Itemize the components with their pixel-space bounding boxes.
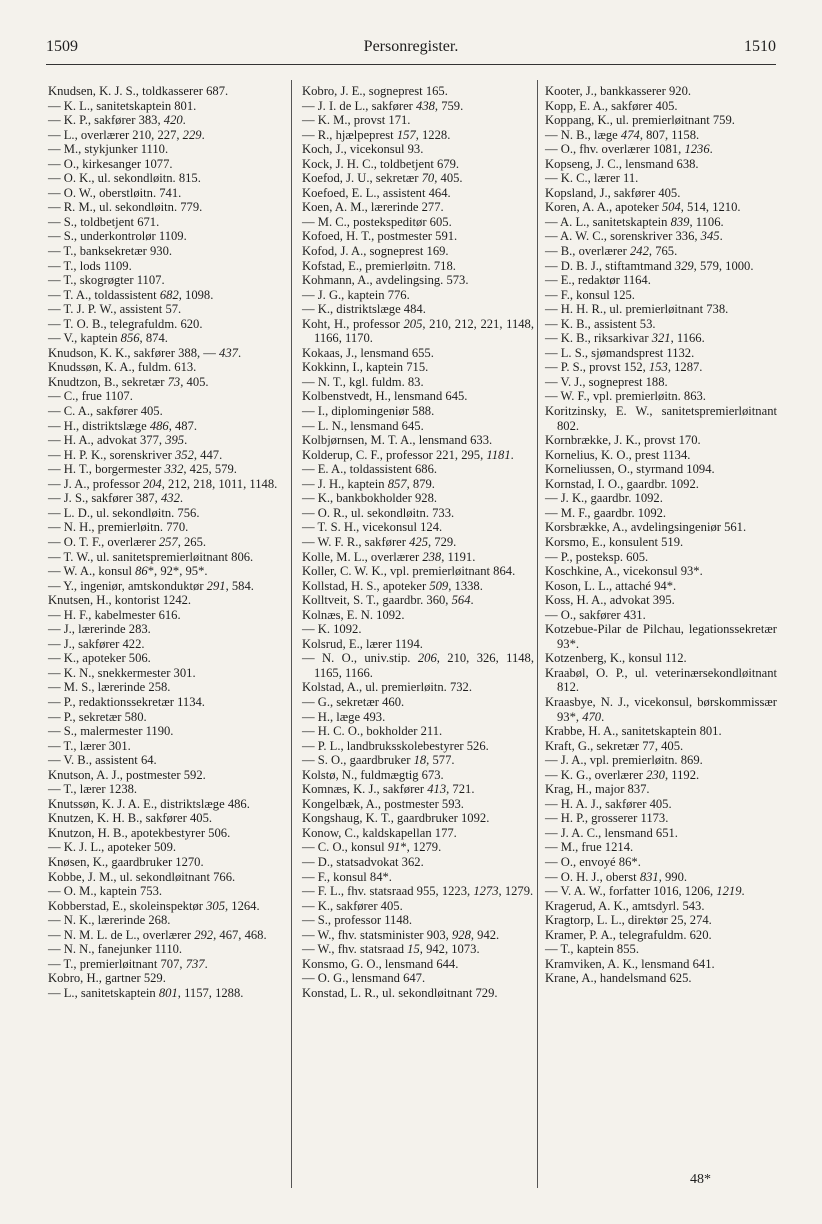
index-entry: Kolsrud, E., lærer 1194. bbox=[302, 636, 423, 651]
index-entry: — O., sakfører 431. bbox=[545, 607, 646, 622]
index-entry: — H., læge 493. bbox=[302, 709, 386, 724]
index-entry: — D. B. J., stiftamtmand 329, 579, 1000. bbox=[545, 258, 754, 273]
index-entry: — T., lærer 301. bbox=[48, 738, 131, 753]
index-entry: Kraabøl, O. P., ul. veterinærsekondløitnant 812. bbox=[545, 665, 777, 695]
index-entry: — Y., ingeniør, amtskonduktør 291, 584. bbox=[48, 578, 254, 593]
index-entry: — N. N., fanejunker 1110. bbox=[48, 942, 183, 957]
index-entry: — M., frue 1214. bbox=[545, 840, 634, 855]
index-entry: Kolbjørnsen, M. T. A., lensmand 633. bbox=[302, 433, 493, 448]
index-entry: — H. T., borgermester 332, 425, 579. bbox=[48, 462, 237, 477]
index-entry: — E. A., toldassistent 686. bbox=[302, 462, 438, 477]
index-entry: Knudsen, K. J. S., toldkasserer 687. bbox=[48, 84, 229, 98]
index-entry: — J. H., kaptein 857, 879. bbox=[302, 476, 435, 491]
index-entry: — L. N., lensmand 645. bbox=[302, 418, 424, 433]
index-entry: — O. R., ul. sekondløitn. 733. bbox=[302, 505, 455, 520]
index-entry: — O., envoyé 86*. bbox=[545, 854, 641, 869]
index-column-2 bbox=[302, 84, 534, 1000]
index-entry: — V. J., sogneprest 188. bbox=[545, 374, 668, 389]
index-entry: — L., sanitetskaptein 801, 1157, 1288. bbox=[48, 985, 244, 1000]
index-entry: Kornbrække, J. K., provst 170. bbox=[545, 433, 701, 448]
index-entry: Konstad, L. R., ul. sekondløitnant 729. bbox=[302, 985, 498, 1000]
index-entry: — V., kaptein 856, 874. bbox=[48, 331, 168, 346]
index-entry: — K., apoteker 506. bbox=[48, 651, 151, 666]
index-entry: — N. M. L. de L., overlærer 292, 467, 468. bbox=[48, 927, 267, 942]
index-entry: — N. B., læge 474, 807, 1158. bbox=[545, 127, 700, 142]
index-entry: Kofod, J. A., sogneprest 169. bbox=[302, 244, 449, 259]
index-entry: — T. A., toldassistent 682, 1098. bbox=[48, 287, 214, 302]
index-entry: Koritzinsky, E. W., sanitetspremierløitnant 802. bbox=[545, 404, 777, 433]
index-entry: — T. O. B., telegrafuldm. 620. bbox=[48, 316, 203, 331]
index-entry: — D., statsadvokat 362. bbox=[302, 854, 424, 869]
index-entry: — J., lærerinde 283. bbox=[48, 622, 151, 637]
index-entry: — K. P., sakfører 383, 420. bbox=[48, 113, 186, 128]
page-title: Personregister. bbox=[363, 38, 459, 55]
index-entry: — I., diplomingeniør 588. bbox=[302, 404, 435, 419]
index-entry: — N. H., premierløitn. 770. bbox=[48, 520, 189, 535]
index-entry: — P., sekretær 580. bbox=[48, 709, 147, 724]
index-entry: Kobbe, J. M., ul. sekondløitnant 766. bbox=[48, 869, 236, 884]
index-entry: Koller, C. W. K., vpl. premierløitnant 864. bbox=[302, 564, 516, 579]
index-entry: — N. K., lærerinde 268. bbox=[48, 913, 171, 928]
index-entry: Kolstad, A., ul. premierløitn. 732. bbox=[302, 680, 472, 695]
index-entry: Kolle, M. L., overlærer 238, 1191. bbox=[302, 549, 476, 564]
index-entry: Knutson, A. J., postmester 592. bbox=[48, 767, 206, 782]
index-entry: Koefoed, E. L., assistent 464. bbox=[302, 185, 451, 200]
index-entry: — O. K., ul. sekondløitn. 815. bbox=[48, 171, 201, 186]
index-entry: Kongshaug, K. T., gaardbruker 1092. bbox=[302, 811, 490, 826]
index-entry: — H. P. K., sorenskriver 352, 447. bbox=[48, 447, 223, 462]
index-entry: — K., bankbokholder 928. bbox=[302, 491, 438, 506]
index-entry: — M., stykjunker 1110. bbox=[48, 142, 169, 157]
index-entry: — J. K., gaardbr. 1092. bbox=[545, 491, 663, 506]
index-entry: Krane, A., handelsmand 625. bbox=[545, 971, 692, 986]
index-entry: — T. S. H., vicekonsul 124. bbox=[302, 520, 443, 535]
index-entry: Kraft, G., sekretær 77, 405. bbox=[545, 738, 684, 753]
index-entry: — G., sekretær 460. bbox=[302, 694, 405, 709]
index-entry: — C. O., konsul 91*, 1279. bbox=[302, 840, 442, 855]
index-entry: — H. H. R., ul. premierløitnant 738. bbox=[545, 302, 729, 317]
header-rule bbox=[46, 64, 776, 65]
index-entry: — N. O., univ.stip. 206, 210, 326, 1148, 1165, 1166. bbox=[302, 651, 534, 680]
index-entry: — T., banksekretær 930. bbox=[48, 244, 173, 259]
index-entry: — P. S., provst 152, 153, 1287. bbox=[545, 360, 703, 375]
index-entry: — J. G., kaptein 776. bbox=[302, 287, 410, 302]
index-entry: Korneliussen, O., styrmand 1094. bbox=[545, 462, 715, 477]
index-entry: Kolstø, N., fuldmægtig 673. bbox=[302, 767, 444, 782]
index-entry: — K. M., provst 171. bbox=[302, 113, 411, 128]
index-entry: Kongelbæk, A., postmester 593. bbox=[302, 796, 464, 811]
index-entry: — M. S., lærerinde 258. bbox=[48, 680, 171, 695]
index-entry: — R., hjælpeprest 157, 1228. bbox=[302, 127, 451, 142]
index-entry: Kobro, H., gartner 529. bbox=[48, 971, 166, 986]
index-entry: — S., toldbetjent 671. bbox=[48, 214, 160, 229]
index-entry: — C. A., sakfører 405. bbox=[48, 404, 163, 419]
index-entry: — J. A., vpl. premierløitn. 869. bbox=[545, 753, 703, 768]
index-entry: — O. H. J., oberst 831, 990. bbox=[545, 869, 688, 884]
index-entry: Krabbe, H. A., sanitetskaptein 801. bbox=[545, 724, 722, 739]
index-entry: Kopsland, J., sakfører 405. bbox=[545, 185, 681, 200]
index-entry: Kolderup, C. F., professor 221, 295, 1181. bbox=[302, 447, 514, 462]
column-divider bbox=[537, 80, 538, 1188]
index-entry: — H. F., kabelmester 616. bbox=[48, 607, 181, 622]
index-entry: — H. P., grosserer 1173. bbox=[545, 811, 669, 826]
index-entry: — H. C. O., bokholder 211. bbox=[302, 724, 443, 739]
index-entry: — S., malermester 1190. bbox=[48, 724, 174, 739]
index-entry: Knutsen, H., kontorist 1242. bbox=[48, 593, 192, 608]
index-entry: — N. T., kgl. fuldm. 83. bbox=[302, 374, 424, 389]
index-entry: — A. W. C., sorenskriver 336, 345. bbox=[545, 229, 723, 244]
index-entry: Koson, L. L., attaché 94*. bbox=[545, 578, 677, 593]
index-entry: — O., kirkesanger 1077. bbox=[48, 156, 173, 171]
index-entry: Kornelius, K. O., prest 1134. bbox=[545, 447, 691, 462]
index-entry: Kramviken, A. K., lensmand 641. bbox=[545, 956, 715, 971]
index-entry: Knutzen, K. H. B., sakfører 405. bbox=[48, 811, 213, 826]
index-entry: — H. A. J., sakfører 405. bbox=[545, 796, 672, 811]
index-entry: — V. A. W., forfatter 1016, 1206, 1219. bbox=[545, 884, 745, 899]
index-entry: Kolnæs, E. N. 1092. bbox=[302, 607, 405, 622]
index-entry: Krag, H., major 837. bbox=[545, 782, 650, 797]
index-entry: — B., overlærer 242, 765. bbox=[545, 244, 678, 259]
index-entry: — J. A., professor 204, 212, 218, 1011, 1148. bbox=[48, 476, 278, 491]
index-entry: Kolbenstvedt, H., lensmand 645. bbox=[302, 389, 468, 404]
index-entry: — W., fhv. statsraad 15, 942, 1073. bbox=[302, 942, 480, 957]
index-entry: — K., sakfører 405. bbox=[302, 898, 403, 913]
index-entry: — M. C., postekspeditør 605. bbox=[302, 214, 452, 229]
index-entry: — K. G., overlærer 230, 1192. bbox=[545, 767, 700, 782]
index-entry: Korsbrække, A., avdelingsingeniør 561. bbox=[545, 520, 747, 535]
index-entry: Kofstad, E., premierløitn. 718. bbox=[302, 258, 456, 273]
index-entry: — O. W., oberstløitn. 741. bbox=[48, 185, 182, 200]
index-entry: — M. F., gaardbr. 1092. bbox=[545, 505, 667, 520]
index-entry: — P. L., landbruksskolebestyrer 526. bbox=[302, 738, 489, 753]
index-entry: Kornstad, I. O., gaardbr. 1092. bbox=[545, 476, 699, 491]
index-entry: Koren, A. A., apoteker 504, 514, 1210. bbox=[545, 200, 741, 215]
index-entry: Koch, J., vicekonsul 93. bbox=[302, 142, 424, 157]
index-entry: — F. L., fhv. statsraad 955, 1223, 1273, 1279. bbox=[302, 884, 534, 899]
index-entry: — K., distriktslæge 484. bbox=[302, 302, 426, 317]
index-entry: — F., konsul 84*. bbox=[302, 869, 392, 884]
index-entry: — J. I. de L., sakfører 438, 759. bbox=[302, 98, 464, 113]
index-entry: Koschkine, A., vicekonsul 93*. bbox=[545, 564, 703, 579]
index-entry: Koen, A. M., lærerinde 277. bbox=[302, 200, 444, 215]
index-entry: Kooter, J., bankkasserer 920. bbox=[545, 84, 692, 98]
index-entry: Knudson, K. K., sakfører 388, — 437. bbox=[48, 345, 242, 360]
index-entry: Kopseng, J. C., lensmand 638. bbox=[545, 156, 699, 171]
right-page-number: 1510 bbox=[744, 38, 776, 55]
index-entry: — H., distriktslæge 486, 487. bbox=[48, 418, 198, 433]
left-page-number: 1509 bbox=[46, 38, 78, 55]
index-entry: Knutzon, H. B., apotekbestyrer 506. bbox=[48, 825, 231, 840]
index-entry: — F., konsul 125. bbox=[545, 287, 635, 302]
index-entry: — S., professor 1148. bbox=[302, 913, 413, 928]
index-entry: — O. G., lensmand 647. bbox=[302, 971, 426, 986]
index-entry: — L. D., ul. sekondløitn. 756. bbox=[48, 505, 200, 520]
index-entry: — H. A., advokat 377, 395. bbox=[48, 433, 188, 448]
index-entry: Kolltveit, S. T., gaardbr. 360, 564. bbox=[302, 593, 474, 608]
index-entry: — J. S., sakfører 387, 432. bbox=[48, 491, 184, 506]
index-entry: — O., fhv. overlærer 1081, 1236. bbox=[545, 142, 713, 157]
index-entry: Kokaas, J., lensmand 655. bbox=[302, 345, 434, 360]
index-column-3 bbox=[545, 84, 777, 986]
index-entry: Knøsen, K., gaardbruker 1270. bbox=[48, 854, 204, 869]
index-entry: Kopp, E. A., sakfører 405. bbox=[545, 98, 678, 113]
page-header bbox=[46, 38, 776, 64]
index-entry: — W. A., konsul 86*, 92*, 95*. bbox=[48, 564, 208, 579]
index-entry: — C., frue 1107. bbox=[48, 389, 133, 404]
index-entry: Kokkinn, I., kaptein 715. bbox=[302, 360, 429, 375]
index-entry: — T., premierløitnant 707, 737. bbox=[48, 956, 208, 971]
index-entry: Kotzenberg, K., konsul 112. bbox=[545, 651, 687, 666]
index-entry: Koppang, K., ul. premierløitnant 759. bbox=[545, 113, 735, 128]
index-entry: — T., lærer 1238. bbox=[48, 782, 138, 797]
index-entry: Kragerud, A. K., amtsdyrl. 543. bbox=[545, 898, 705, 913]
index-entry: — K. B., assistent 53. bbox=[545, 316, 656, 331]
index-entry: — L., overlærer 210, 227, 229. bbox=[48, 127, 205, 142]
index-entry: — T., lods 1109. bbox=[48, 258, 132, 273]
index-column-1 bbox=[48, 84, 280, 1000]
index-entry: Knutssøn, K. J. A. E., distriktslæge 486. bbox=[48, 796, 250, 811]
index-entry: Knudssøn, K. A., fuldm. 613. bbox=[48, 360, 197, 375]
index-entry: — P., redaktionssekretær 1134. bbox=[48, 694, 205, 709]
index-entry: — R. M., ul. sekondløitn. 779. bbox=[48, 200, 203, 215]
index-entry: Komnæs, K. J., sakfører 413, 721. bbox=[302, 782, 475, 797]
index-entry: — K. B., riksarkivar 321, 1166. bbox=[545, 331, 705, 346]
index-entry: Knudtzon, B., sekretær 73, 405. bbox=[48, 374, 209, 389]
index-entry: Kock, J. H. C., toldbetjent 679. bbox=[302, 156, 460, 171]
index-entry: — K. N., snekkermester 301. bbox=[48, 665, 196, 680]
index-entry: Kobberstad, E., skoleinspektør 305, 1264. bbox=[48, 898, 260, 913]
index-entry: — A. L., sanitetskaptein 839, 1106. bbox=[545, 214, 724, 229]
index-entry: Kobro, J. E., sogneprest 165. bbox=[302, 84, 448, 98]
index-entry: — J. A. C., lensmand 651. bbox=[545, 825, 678, 840]
index-entry: Koss, H. A., advokat 395. bbox=[545, 593, 675, 608]
index-entry: — K. C., lærer 11. bbox=[545, 171, 639, 186]
index-entry: — K. J. L., apoteker 509. bbox=[48, 840, 177, 855]
index-entry: Kohmann, A., avdelingsing. 573. bbox=[302, 273, 469, 288]
index-entry: — K. 1092. bbox=[302, 622, 362, 637]
index-entry: Kramer, P. A., telegrafuldm. 620. bbox=[545, 927, 712, 942]
index-entry: Kotzebue-Pilar de Pilchau, legationssekretær 93*. bbox=[545, 622, 777, 651]
index-entry: — S. O., gaardbruker 18, 577. bbox=[302, 753, 455, 768]
index-entry: — K. L., sanitetskaptein 801. bbox=[48, 98, 197, 113]
index-entry: — L. S., sjømandsprest 1132. bbox=[545, 345, 695, 360]
index-entry: — O. T. F., overlærer 257, 265. bbox=[48, 534, 207, 549]
signature-mark: 48* bbox=[690, 1172, 711, 1187]
index-entry: — E., redaktør 1164. bbox=[545, 273, 651, 288]
index-entry: — T. J. P. W., assistent 57. bbox=[48, 302, 182, 317]
index-entry: Kraasbye, N. J., vicekonsul, børskommissær 93*, 470. bbox=[545, 694, 777, 724]
index-entry: — V. B., assistent 64. bbox=[48, 753, 157, 768]
index-entry: — O. M., kaptein 753. bbox=[48, 884, 163, 899]
index-entry: — W., fhv. statsminister 903, 928, 942. bbox=[302, 927, 500, 942]
index-entry: Konsmo, G. O., lensmand 644. bbox=[302, 956, 459, 971]
index-entry: — T., skogrøgter 1107. bbox=[48, 273, 165, 288]
index-entry: — J., sakfører 422. bbox=[48, 636, 145, 651]
index-entry: Kofoed, H. T., postmester 591. bbox=[302, 229, 458, 244]
index-entry: Koefod, J. U., sekretær 70, 405. bbox=[302, 171, 463, 186]
index-entry: Kollstad, H. S., apoteker 509, 1338. bbox=[302, 578, 483, 593]
index-entry: — T., kaptein 855. bbox=[545, 942, 639, 957]
index-entry: Koht, H., professor 205, 210, 212, 221, 1148, 1166, 1170. bbox=[302, 316, 534, 346]
index-entry: — W. F., vpl. premierløitn. 863. bbox=[545, 389, 706, 404]
index-entry: — T. W., ul. sanitetspremierløitnant 806. bbox=[48, 549, 254, 564]
index-entry: Korsmo, E., konsulent 519. bbox=[545, 534, 684, 549]
column-divider bbox=[291, 80, 292, 1188]
index-entry: — W. F. R., sakfører 425, 729. bbox=[302, 534, 457, 549]
index-entry: Konow, C., kaldskapellan 177. bbox=[302, 825, 457, 840]
index-entry: — S., underkontrolør 1109. bbox=[48, 229, 187, 244]
index-entry: Kragtorp, L. L., direktør 25, 274. bbox=[545, 913, 712, 928]
index-entry: — P., posteksp. 605. bbox=[545, 549, 649, 564]
